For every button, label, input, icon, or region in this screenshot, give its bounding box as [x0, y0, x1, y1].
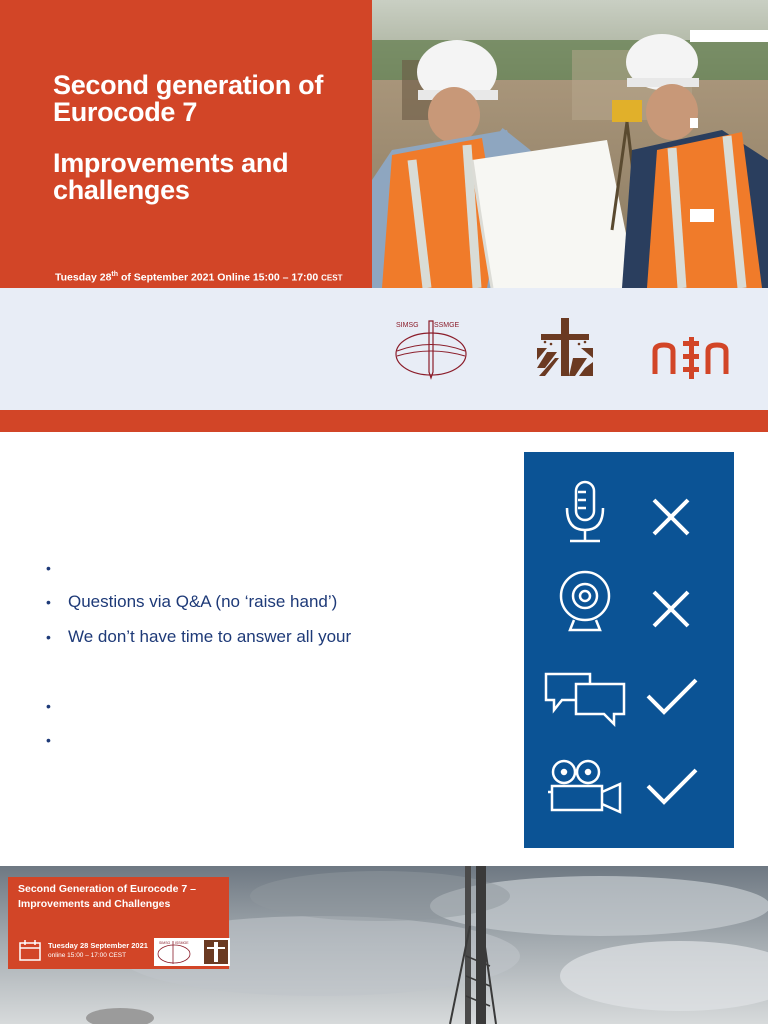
- list-item: •: [46, 698, 51, 714]
- partner-logos-band: [0, 288, 768, 410]
- event-card-logos: [154, 938, 230, 966]
- list-item: •: [46, 732, 51, 748]
- subtitle-line-1: Improvements and: [53, 148, 289, 178]
- geo-foundation-logo: [537, 318, 593, 378]
- cross-icon: [648, 586, 694, 637]
- video-camera-icon: [546, 758, 626, 819]
- title-line-1: Second generation of: [53, 70, 324, 100]
- microphone-icon: [562, 478, 608, 553]
- chat-icon: [542, 670, 628, 733]
- calendar-icon: [18, 939, 42, 966]
- event-date: Tuesday 28th of September 2021 Online 15:00 – 17:00 CEST: [55, 271, 343, 284]
- event-card-title: Second Generation of Eurocode 7 – Improvements and Challenges: [18, 883, 196, 910]
- webcam-icon: [558, 568, 612, 639]
- list-item: • Questions via Q&A (no ‘raise hand’): [46, 592, 338, 611]
- event-card: [8, 877, 229, 969]
- title-line-2: Eurocode 7: [53, 97, 198, 127]
- list-item: • We don’t have time to answer all your: [46, 627, 352, 646]
- guidelines-slide: [0, 432, 768, 866]
- check-icon: [644, 764, 700, 813]
- footer-band: [0, 410, 768, 432]
- list-item: •: [46, 560, 51, 576]
- cross-icon: [648, 494, 694, 545]
- meeting-rules-panel: [524, 452, 734, 848]
- issmge-logo: [392, 318, 470, 380]
- title-slide: [0, 0, 768, 432]
- subtitle-line-2: challenges: [53, 175, 190, 205]
- svg-text:SIMSG: SIMSG: [396, 322, 419, 329]
- nen-logo: [652, 337, 742, 379]
- svg-text:ISSMGE: ISSMGE: [175, 941, 189, 945]
- event-card-date: Tuesday 28 September 2021: [48, 941, 148, 950]
- drilling-rig-slide: [0, 866, 768, 1024]
- svg-text:SIMSG: SIMSG: [159, 941, 171, 945]
- check-icon: [644, 674, 700, 723]
- hero-panel: [0, 0, 372, 288]
- engineers-photo: [372, 0, 768, 288]
- svg-text:ISSMGE: ISSMGE: [432, 322, 460, 329]
- event-card-time: online 15:00 – 17:00 CEST: [48, 952, 127, 959]
- hero-title: [53, 72, 363, 204]
